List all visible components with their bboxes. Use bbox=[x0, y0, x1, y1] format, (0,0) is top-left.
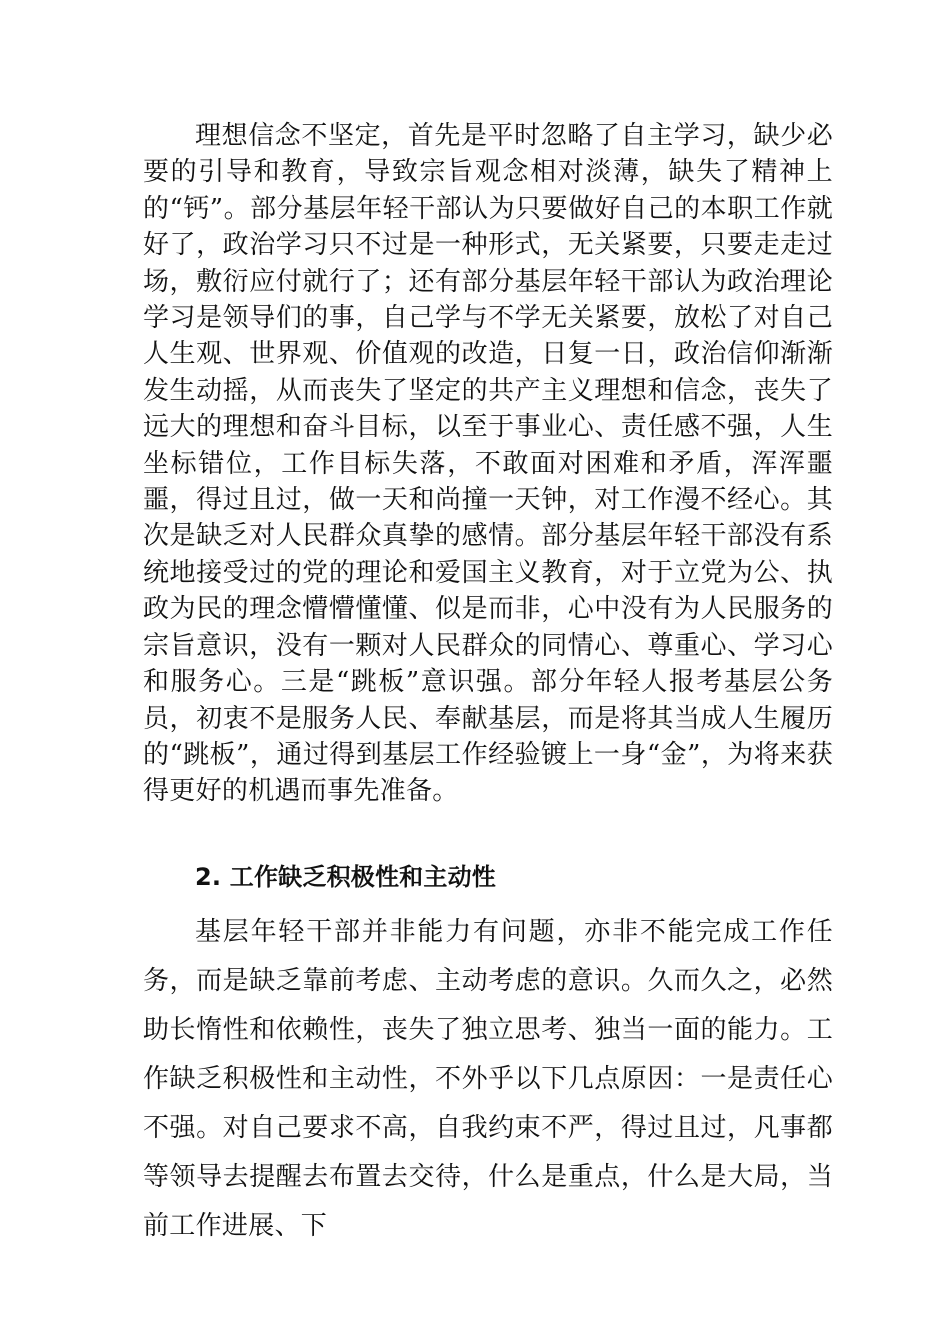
body-paragraph-1: 理想信念不坚定，首先是平时忽略了自主学习，缺少必要的引导和教育，导致宗旨观念相对淡薄，缺失了精神上的“钙”。部分基层年轻干部认为只要做好自己的本职工作就好了，政治学习只不过是一种形式，无关紧要，只要走走过场，敷衍应付就行了；还有部分基层年轻干部认为政治理论学习是领导们的事，自己学与不学无关紧要，放松了对自己人生观、世界观、价值观的改造，日复一日，政治信仰渐渐发生动摇，从而丧失了坚定的共产主义理想和信念，丧失了远大的理想和奋斗目标，以至于事业心、责任感不强，人生坐标错位，工作目标失落，不敢面对困难和矛盾，浑浑噩噩，得过且过，做一天和尚撞一天钟，对工作漫不经心。其次是缺乏对人民群众真挚的感情。部分基层年轻干部没有系统地接受过的党的理论和爱国主义教育，对于立党为公、执政为民的理念懵懵懂懂、似是而非，心中没有为人民服务的宗旨意识，没有一颗对人民群众的同情心、尊重心、学习心和服务心。三是“跳板”意识强。部分年轻人报考基层公务员，初衷不是服务人民、奉献基层，而是将其当成人生履历的“跳板”，通过得到基层工作经验镀上一身“金”，为将来获得更好的机遇而事先准备。 bbox=[143, 121, 833, 807]
section-heading: 2. 工作缺乏积极性和主动性 bbox=[195, 863, 496, 891]
body-paragraph-2: 基层年轻干部并非能力有问题，亦非不能完成工作任务，而是缺乏靠前考虑、主动考虑的意识。久而久之，必然助长惰性和依赖性，丧失了独立思考、独当一面的能力。工作缺乏积极性和主动性，不外乎以下几点原因：一是责任心不强。对自己要求不高，自我约束不严，得过且过，凡事都等领导去提醒去布置去交待，什么是重点，什么是大局，当前工作进展、下 bbox=[143, 917, 833, 1241]
